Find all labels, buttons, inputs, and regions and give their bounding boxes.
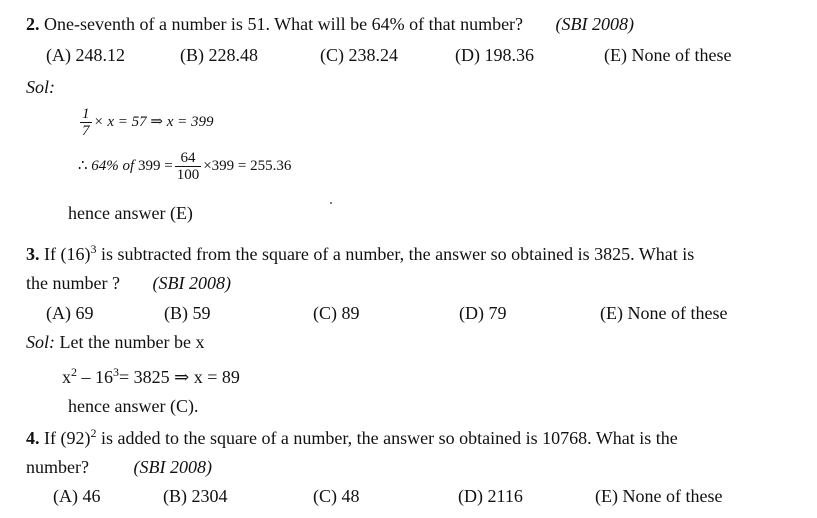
question-4 (26, 427, 678, 449)
fraction-numerator: 1 (82, 106, 90, 123)
question-number: 2. (26, 14, 40, 34)
option-c: (C) 238.24 (320, 45, 398, 65)
solution-line (26, 331, 204, 353)
question-2 (26, 13, 634, 35)
answer-line: hence answer (C). (68, 396, 199, 416)
question-4-options (0, 485, 817, 507)
question-3-options (0, 302, 817, 324)
equation-rest: ×399 = 255.36 (203, 158, 292, 174)
option-c: (C) 48 (313, 486, 360, 506)
option-a: (A) 46 (53, 486, 101, 506)
superscript: 3 (113, 365, 119, 379)
option-b: (B) 2304 (163, 486, 228, 506)
solution-label: Sol: (26, 332, 55, 352)
question-text-b: is added to the square of a number, the answer so obtained is 10768. What is the (96, 428, 678, 448)
equation-3 (62, 366, 240, 388)
option-b: (B) 228.48 (180, 45, 258, 65)
therefore-symbol: ∴ (78, 158, 88, 174)
equation-of: of (122, 158, 135, 174)
question-text-a: If (16) (44, 244, 91, 264)
option-c: (C) 89 (313, 303, 360, 323)
fraction-64-100 (175, 150, 202, 183)
question-number: 4. (26, 428, 40, 448)
equation-2 (78, 146, 291, 186)
question-text: One-seventh of a number is 51. What will be 64% of that number? (44, 14, 524, 34)
question-3-line-2 (26, 272, 231, 294)
question-4-line-2 (26, 456, 212, 478)
equation-mid: – 16 (77, 367, 113, 387)
equation-variable: x (62, 367, 71, 387)
option-b: (B) 59 (164, 303, 211, 323)
option-a: (A) 248.12 (46, 45, 125, 65)
superscript: 2 (90, 426, 97, 440)
option-d: (D) 198.36 (455, 45, 534, 65)
question-source: (SBI 2008) (133, 457, 212, 477)
question-source: (SBI 2008) (555, 14, 635, 34)
superscript: 2 (71, 365, 77, 379)
option-e: (E) None of these (600, 303, 728, 323)
equation-rest: × x = 57 ⇒ x = 399 (93, 114, 214, 130)
equation-mid: 399 = (137, 158, 173, 174)
option-a: (A) 69 (46, 303, 94, 323)
superscript: 3 (90, 242, 97, 256)
fraction-one-seventh (80, 106, 92, 139)
question-source: (SBI 2008) (152, 273, 231, 293)
answer-line: hence answer (E) (68, 203, 193, 223)
fraction-denominator: 100 (176, 167, 200, 184)
question-text-b: is subtracted from the square of a number, the answer so obtained is 3825. What is (96, 244, 695, 264)
option-e: (E) None of these (595, 486, 723, 506)
stray-dot (330, 202, 332, 204)
question-text-line-2: number? (26, 457, 89, 477)
question-text-a: If (92) (44, 428, 91, 448)
solution-text: Let the number be x (59, 332, 205, 352)
fraction-denominator: 7 (82, 123, 90, 140)
fraction-numerator: 64 (175, 150, 202, 167)
option-e: (E) None of these (604, 45, 732, 65)
question-text-line-2: the number ? (26, 273, 120, 293)
equation-1 (78, 104, 214, 140)
question-2-options (0, 44, 817, 66)
equation-lead: 64% (91, 158, 119, 174)
option-d: (D) 2116 (458, 486, 523, 506)
question-3 (26, 243, 694, 265)
equation-rest: = 3825 ⇒ x = 89 (119, 367, 240, 387)
option-d: (D) 79 (459, 303, 507, 323)
question-number: 3. (26, 244, 40, 264)
solution-label: Sol: (26, 77, 55, 97)
